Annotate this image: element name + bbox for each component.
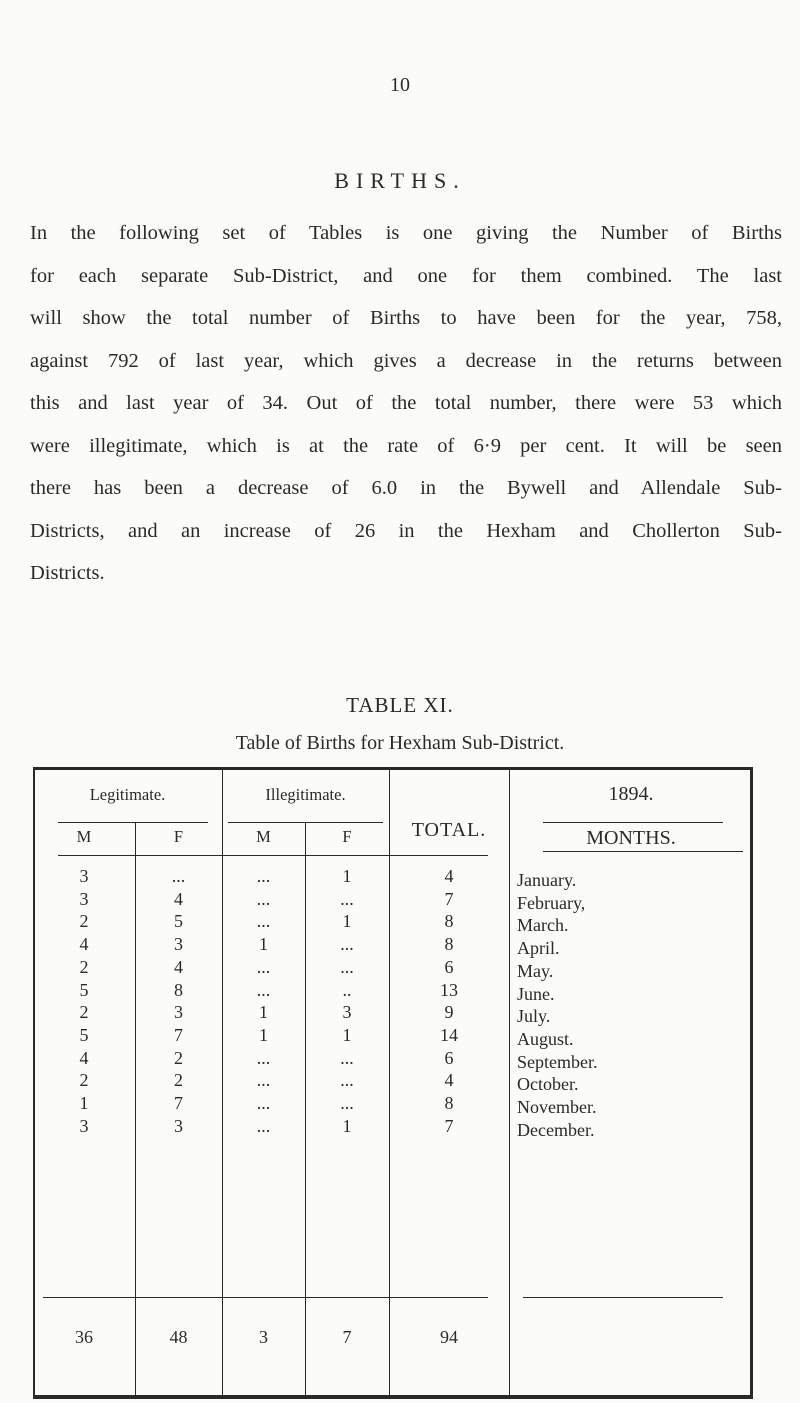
table-right-border — [750, 767, 753, 1399]
header-legitimate-m: M — [76, 827, 92, 846]
cell-total: 14 — [440, 1024, 458, 1045]
paragraph-line: Districts, and an increase of 26 in the Hexham and Chollerton Sub- — [30, 519, 782, 542]
cell-leg-f: 7 — [174, 1024, 183, 1045]
header-illegitimate-f: F — [342, 827, 352, 846]
cell-ill-m: 1 — [259, 1002, 268, 1023]
section-title: BIRTHS. — [334, 168, 466, 193]
cell-leg-m: 2 — [79, 911, 89, 932]
cell-leg-f: 3 — [174, 1115, 183, 1136]
cell-total: 8 — [444, 934, 454, 955]
header-divider-year — [543, 822, 723, 823]
cell-ill-m: ... — [256, 1115, 271, 1136]
header-months: MONTHS. — [586, 827, 676, 849]
paragraph-line: Districts. — [30, 562, 105, 584]
cell-ill-f: 1 — [342, 866, 352, 886]
cell-ill-f: ... — [340, 1070, 354, 1091]
cell-leg-m: 2 — [79, 1070, 89, 1091]
cell-month: January. — [517, 870, 577, 890]
cell-month: February, — [517, 892, 586, 913]
births-table — [33, 767, 752, 1403]
cell-ill-f: 1 — [342, 911, 352, 932]
totals-divider-months — [523, 1297, 723, 1298]
cell-leg-f: 7 — [174, 1093, 183, 1113]
cell-ill-f: .. — [342, 979, 352, 1000]
cell-total: 8 — [444, 911, 454, 932]
cell-ill-m: ... — [256, 956, 271, 977]
header-illegitimate-m: M — [256, 827, 271, 846]
table-title: TABLE XI. — [346, 693, 454, 717]
cell-total: 6 — [444, 1047, 454, 1068]
paragraph-line: for each separate Sub-District, and one for them combined. The last — [30, 264, 782, 287]
paragraph-line: were illegitimate, which is at the rate of 6·9 per cent. It will be seen — [30, 434, 782, 457]
cell-ill-m: ... — [256, 866, 271, 886]
cell-ill-m: ... — [256, 979, 271, 1000]
cell-month: December. — [517, 1119, 595, 1140]
cell-ill-m: ... — [256, 888, 271, 909]
cell-total: 7 — [444, 888, 454, 909]
cell-leg-m: 2 — [79, 1002, 89, 1023]
cell-ill-m: 1 — [259, 1024, 268, 1045]
total-legitimate-f: 48 — [169, 1327, 188, 1347]
total-births: 94 — [440, 1327, 458, 1347]
cell-ill-m: 1 — [259, 934, 268, 955]
cell-ill-m: ... — [256, 1070, 271, 1091]
cell-ill-f: 1 — [342, 1115, 352, 1136]
cell-month: September. — [517, 1051, 598, 1072]
cell-ill-m: ... — [256, 1047, 271, 1068]
cell-leg-m: 4 — [79, 1047, 89, 1068]
cell-ill-f: 1 — [342, 1024, 352, 1045]
paragraph-line: there has been a decrease of 6.0 in the Bywell and Allendale Sub- — [30, 477, 782, 499]
cell-month: July. — [517, 1006, 551, 1027]
cell-total: 4 — [444, 1070, 454, 1091]
total-legitimate-m: 36 — [75, 1327, 93, 1347]
table-top-border — [33, 767, 753, 770]
cell-month: November. — [517, 1097, 597, 1117]
cell-total: 6 — [444, 956, 454, 977]
page-number: 10 — [390, 74, 410, 96]
cell-leg-m: 3 — [79, 888, 89, 909]
cell-leg-f: 3 — [174, 934, 183, 955]
cell-leg-m: 5 — [79, 979, 89, 1000]
cell-leg-f: ... — [171, 866, 186, 886]
cell-leg-f: 4 — [174, 888, 183, 909]
header-divider-columns — [58, 855, 488, 856]
cell-ill-f: ... — [340, 1047, 354, 1068]
cell-ill-f: ... — [340, 1093, 354, 1113]
paragraph-line: this and last year of 34. Out of the total number, there were 53 which — [30, 392, 782, 414]
cell-ill-f: ... — [340, 956, 354, 977]
cell-total: 13 — [440, 979, 458, 1000]
header-illegitimate: Illegitimate. — [265, 785, 346, 804]
cell-leg-m: 3 — [79, 866, 89, 886]
cell-leg-m: 4 — [79, 934, 89, 955]
cell-month: May. — [517, 960, 554, 981]
cell-leg-f: 5 — [174, 911, 183, 932]
cell-month: October. — [517, 1074, 579, 1095]
header-total: TOTAL. — [411, 819, 487, 841]
cell-leg-f: 2 — [174, 1047, 183, 1068]
cell-ill-f: 3 — [342, 1002, 352, 1023]
column-divider — [509, 767, 510, 1395]
cell-total: 8 — [444, 1093, 454, 1113]
total-illegitimate-f: 7 — [342, 1327, 352, 1347]
cell-leg-m: 3 — [79, 1115, 89, 1136]
cell-month: June. — [517, 983, 555, 1004]
cell-ill-m: ... — [256, 1093, 271, 1113]
header-divider-illegitimate — [228, 822, 383, 823]
paragraph-line: against 792 of last year, which gives a decrease in the returns between — [30, 349, 782, 372]
cell-total: 4 — [444, 866, 454, 886]
table-bottom-border — [33, 1395, 753, 1399]
cell-leg-f: 4 — [174, 956, 183, 977]
paragraph-line: will show the total number of Births to have been for the year, 758, — [30, 307, 782, 329]
total-illegitimate-m: 3 — [259, 1327, 268, 1347]
table-subtitle: Table of Births for Hexham Sub-District. — [235, 732, 565, 754]
header-year: 1894. — [608, 783, 654, 805]
paragraph-line: In the following set of Tables is one giving the Number of Births — [30, 222, 782, 244]
header-divider-months — [543, 851, 743, 852]
header-legitimate: Legitimate. — [89, 785, 166, 804]
header-legitimate-f: F — [173, 827, 184, 846]
cell-ill-f: ... — [340, 934, 354, 955]
cell-leg-m: 5 — [79, 1024, 89, 1045]
cell-month: August. — [517, 1028, 574, 1049]
cell-leg-f: 3 — [174, 1002, 183, 1023]
cell-leg-m: 2 — [79, 956, 89, 977]
cell-leg-m: 1 — [79, 1093, 89, 1113]
cell-month: March. — [517, 915, 569, 936]
cell-leg-f: 8 — [174, 979, 183, 1000]
cell-ill-m: ... — [256, 911, 271, 932]
cell-ill-f: ... — [340, 888, 354, 909]
cell-month: April. — [517, 938, 560, 959]
cell-total: 9 — [444, 1002, 454, 1023]
intro-paragraph — [30, 212, 782, 595]
cell-total: 7 — [444, 1115, 454, 1136]
header-divider-legitimate — [58, 822, 208, 823]
cell-leg-f: 2 — [174, 1070, 183, 1091]
totals-divider — [43, 1297, 488, 1298]
